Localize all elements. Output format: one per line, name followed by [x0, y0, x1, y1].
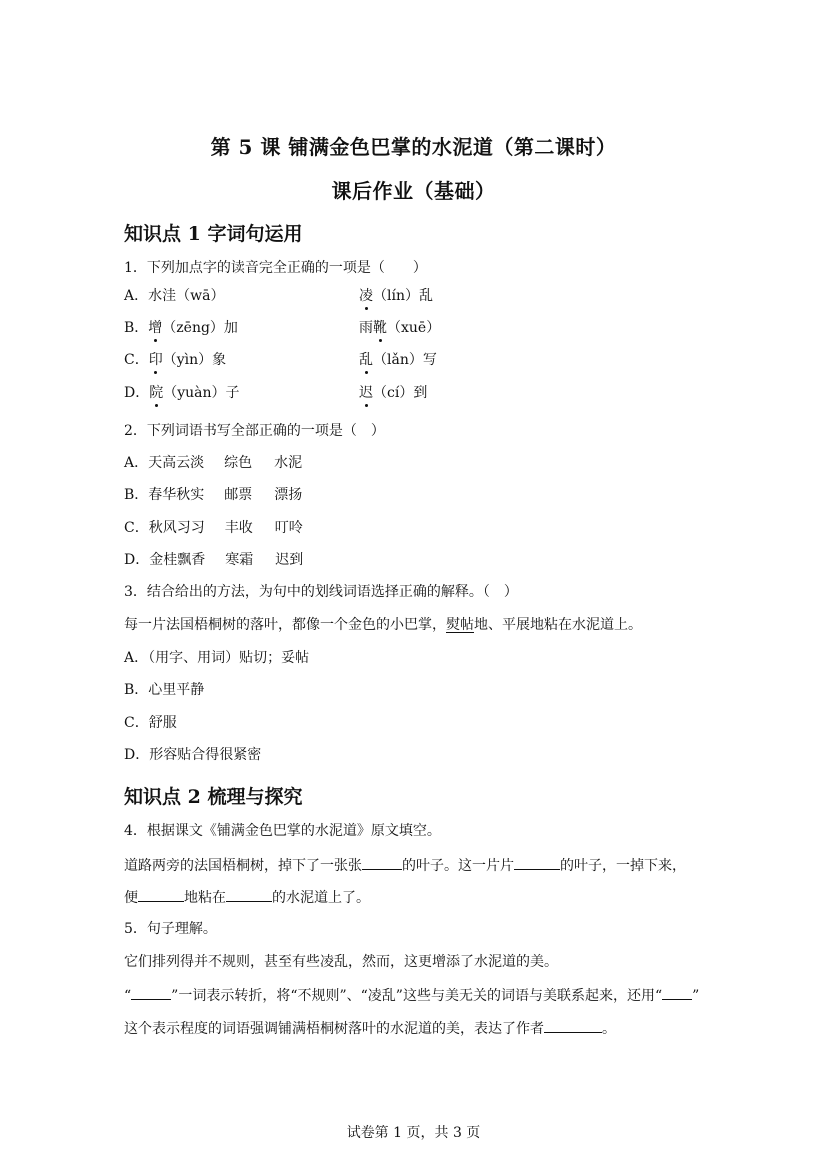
q3-option-a: A．（用字、用词）贴切；妥帖 [124, 650, 310, 666]
question-2-stem: 2．下列词语书写全部正确的一项是（ ） [124, 423, 385, 439]
option-label: A． [124, 455, 149, 471]
sentence-text: 地粘在 [184, 890, 226, 906]
q2-option-d [124, 551, 303, 569]
question-4-stem: 4．根据课文《铺满金色巴掌的水泥道》原文填空。 [124, 823, 441, 839]
option-label: D． [124, 385, 150, 401]
answer-blank[interactable] [138, 887, 184, 902]
sentence-text: 的叶子，一掉下来， [560, 858, 686, 874]
lesson-title: 第 5 课 铺满金色巴掌的水泥道（第二课时） [210, 135, 617, 159]
dotted-char: 印 [148, 352, 163, 368]
sentence-text: 的水泥道上了。 [272, 890, 370, 906]
section-heading-2: 知识点 2 梳理与探究 [124, 786, 303, 808]
option-word: 综色 [224, 455, 253, 471]
answer-blank[interactable] [514, 855, 560, 870]
sentence-text: ”一词表示转折，将“不规则”、“凌乱”这些与美无关的词语与美联系起来，还用“ [171, 988, 663, 1004]
answer-blank[interactable] [362, 855, 402, 870]
sentence-text: 这个表示程度的词语强调铺满梧桐树落叶的水泥道的美，表达了作者 [124, 1021, 544, 1037]
sentence-text: 便 [124, 890, 138, 906]
answer-blank[interactable] [131, 985, 171, 1000]
question-1-stem: 1．下列加点字的读音完全正确的一项是（ ） [124, 260, 427, 276]
option-label: B． [124, 487, 149, 503]
option-word: 邮票 [224, 487, 253, 503]
question-5-stem: 5．句子理解。 [124, 921, 217, 937]
sentence-text: ” [692, 988, 700, 1004]
question-5-line-1 [124, 985, 699, 1005]
option-word: 天高云淡 [148, 455, 205, 471]
option-text-right [359, 319, 440, 337]
question-5-sentence: 它们排列得并不规则，甚至有些凌乱，然而，这更增添了水泥道的美。 [124, 954, 558, 970]
option-label: C． [124, 352, 149, 368]
question-4-line-1 [124, 855, 686, 875]
option-text: （lǎn）写 [373, 352, 437, 368]
option-text: （zēng）加 [162, 320, 238, 336]
dotted-char: 凌 [359, 288, 373, 304]
option-word: 春华秋实 [148, 487, 205, 503]
option-text: （lín）乱 [373, 288, 433, 304]
dotted-char: 院 [149, 385, 164, 401]
answer-blank[interactable] [662, 985, 692, 1000]
option-text: 雨 [359, 320, 373, 336]
q3-option-d: D．形容贴合得很紧密 [124, 747, 262, 763]
question-5-line-2 [124, 1018, 616, 1038]
question-3-sentence [124, 616, 642, 634]
lesson-subtitle: 课后作业（基础） [331, 179, 496, 203]
option-text: （xuē） [387, 320, 441, 336]
option-text-right [359, 351, 437, 369]
question-4-line-2 [124, 887, 370, 907]
sentence-text: 地、平展地粘在水泥道上。 [474, 617, 642, 633]
dotted-char: 增 [148, 320, 163, 336]
question-3-stem: 3．结合给出的方法，为句中的划线词语选择正确的解释。（ ） [124, 584, 518, 600]
q2-option-c [124, 519, 303, 537]
option-text-right [359, 384, 427, 402]
option-text: （yuàn）子 [163, 385, 240, 401]
sentence-text: 的叶子。这一片片 [402, 858, 514, 874]
q1-option-c [124, 351, 437, 369]
q2-option-a [124, 454, 302, 472]
q1-option-d [124, 384, 428, 402]
option-label: C． [124, 520, 149, 536]
answer-blank[interactable] [226, 887, 272, 902]
sentence-text: 道路两旁的法国梧桐树，掉下了一张张 [124, 858, 362, 874]
q1-option-a [124, 287, 433, 305]
option-word: 寒霜 [225, 552, 254, 568]
sentence-text: 每一片法国梧桐树的落叶，都像一个金色的小巴掌， [124, 617, 446, 633]
page-footer: 试卷第 1 页，共 3 页 [346, 1125, 481, 1141]
option-word: 秋风习习 [148, 520, 205, 536]
sentence-text: “ [124, 988, 132, 1004]
option-word: 丰收 [224, 520, 253, 536]
option-text: （yìn）象 [162, 352, 227, 368]
answer-blank[interactable] [544, 1018, 602, 1033]
dotted-char: 迟 [359, 385, 373, 401]
option-text: 水洼（wā） [148, 288, 225, 304]
option-word: 叮呤 [274, 520, 303, 536]
option-word: 金桂飘香 [149, 552, 206, 568]
underlined-word: 熨帖 [446, 617, 474, 633]
option-word: 水泥 [274, 455, 303, 471]
option-label: D． [124, 552, 150, 568]
option-label: B． [124, 320, 149, 336]
q3-option-c: C．舒服 [124, 715, 177, 731]
option-word: 迟到 [275, 552, 304, 568]
option-label: A． [124, 288, 149, 304]
dotted-char: 乱 [359, 352, 373, 368]
q1-option-b [124, 319, 441, 337]
dotted-char: 靴 [373, 320, 387, 336]
option-word: 漂扬 [274, 487, 303, 503]
q2-option-b [124, 486, 302, 504]
sentence-text: 。 [602, 1021, 616, 1037]
q3-option-b: B．心里平静 [124, 682, 205, 698]
option-text: （cí）到 [373, 385, 428, 401]
option-text-right [359, 287, 433, 305]
section-heading-1: 知识点 1 字词句运用 [124, 223, 303, 245]
